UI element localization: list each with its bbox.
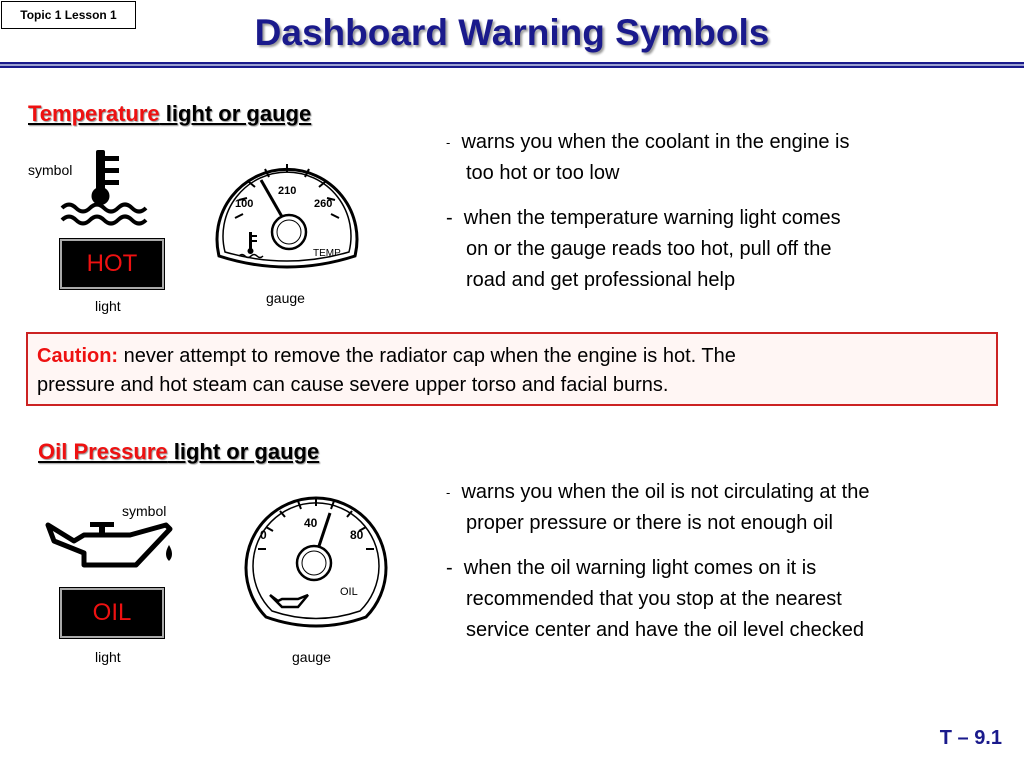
- title-divider: [0, 62, 1024, 68]
- oil-heading-red: Oil Pressure: [38, 439, 168, 464]
- temperature-symbol-label: symbol: [28, 162, 73, 178]
- temperature-light-label: light: [95, 298, 121, 314]
- temperature-heading-red: Temperature: [28, 101, 160, 126]
- oil-tick-0: 0: [260, 528, 267, 542]
- temperature-heading-rest: light or gauge: [159, 101, 312, 126]
- hot-warning-light: HOT: [60, 239, 164, 289]
- oil-light-label: light: [95, 649, 121, 665]
- oil-pressure-gauge: [240, 487, 392, 635]
- topic-label: Topic 1 Lesson 1: [1, 1, 136, 29]
- oil-symbol-label: symbol: [122, 503, 167, 519]
- oil-warning-light: OIL: [60, 588, 164, 638]
- oil-heading-rest: light or gauge: [167, 439, 320, 464]
- temp-tick-210: 210: [278, 185, 297, 197]
- coolant-temperature-icon: [60, 146, 150, 226]
- bullet-dash: -: [446, 557, 453, 579]
- temperature-gauge-label: gauge: [266, 290, 305, 306]
- bullet-dash: -: [446, 485, 451, 501]
- caution-label: Caution:: [37, 345, 119, 367]
- oil-tick-40: 40: [304, 516, 318, 530]
- oil-bullet-2: - when the oil warning light comes on it is recommended that you stop at the nearest service center and have the oil level checked: [446, 557, 865, 641]
- oil-tick-80: 80: [350, 528, 364, 542]
- temp-tick-100: 100: [235, 198, 254, 210]
- caution-text-line2: pressure and hot steam can cause severe upper torso and facial burns.: [37, 374, 669, 396]
- bullet-dash: -: [446, 135, 451, 151]
- oil-pressure-heading: [38, 439, 319, 465]
- temperature-gauge: [213, 152, 361, 276]
- caution-text-line1: never attempt to remove the radiator cap when the engine is hot. The: [118, 345, 736, 367]
- oil-can-icon: [44, 519, 180, 575]
- temp-gauge-name: TEMP: [313, 248, 341, 259]
- page-title: Dashboard Warning Symbols: [254, 12, 770, 53]
- bullet-dash: -: [446, 207, 453, 229]
- caution-box: [26, 332, 998, 406]
- temp-tick-260: 260: [314, 198, 333, 210]
- temperature-bullet-1: - warns you when the coolant in the engine is too hot or too low: [446, 131, 850, 185]
- oil-gauge-name: OIL: [340, 586, 358, 598]
- oil-bullet-1: - warns you when the oil is not circulating at the proper pressure or there is not enough oil: [446, 481, 870, 535]
- temperature-bullet-2: - when the temperature warning light comes on or the gauge reads too hot, pull off the road and get professional help: [446, 207, 841, 291]
- temperature-heading: [28, 101, 311, 127]
- page-number: T – 9.1: [939, 727, 1002, 749]
- oil-gauge-label: gauge: [292, 649, 331, 665]
